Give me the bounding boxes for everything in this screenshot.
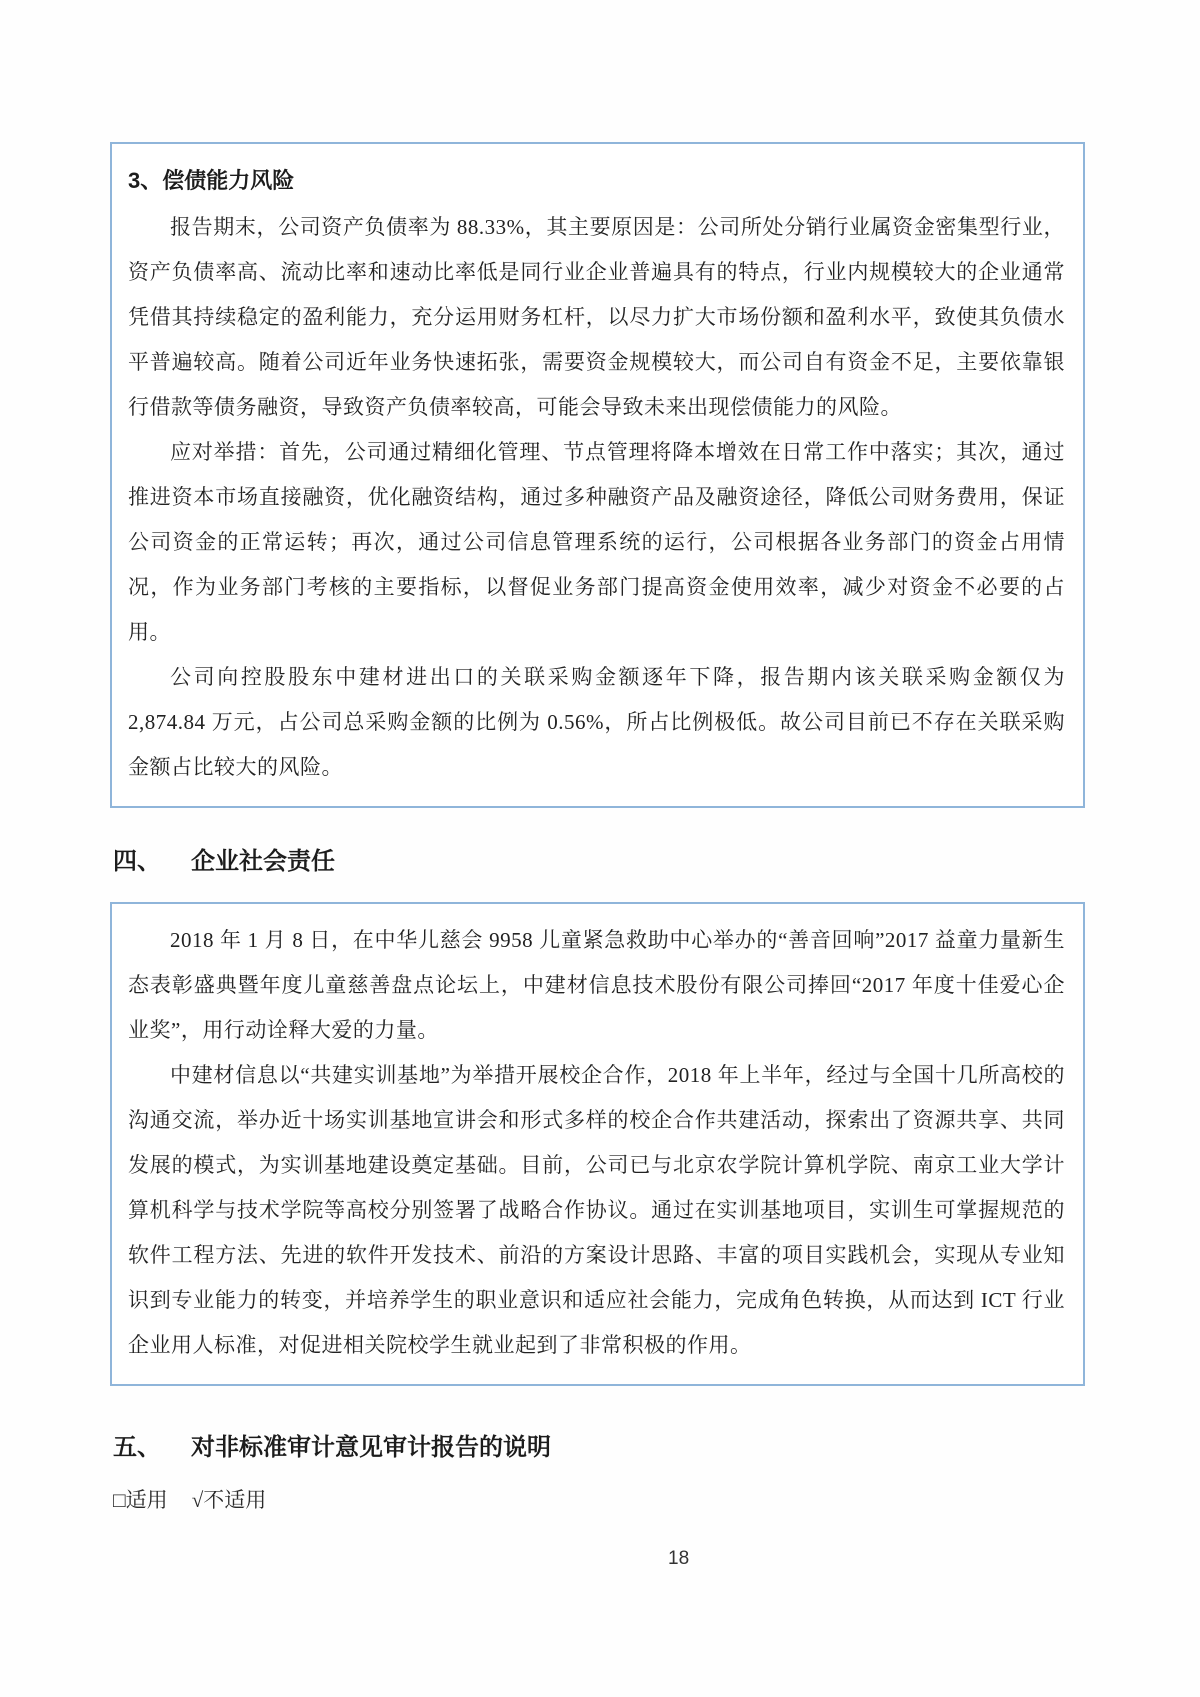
- applicability-line: [113, 1484, 1085, 1516]
- solvency-risk-paragraph-1: 报告期末，公司资产负债率为 88.33%，其主要原因是：公司所处分销行业属资金密集型行业，资产负债率高、流动比率和速动比率低是同行业企业普遍具有的特点，行业内规模较大的企业通常凭借其持续稳定的盈利能力，充分运用财务杠杆，以尽力扩大市场份额和盈利水平，致使其负债水平普遍较高。随着公司近年业务快速拓张，需要资金规模较大，而公司自有资金不足，主要依靠银行借款等债务融资，导致资产负债率较高，可能会导致未来出现偿债能力的风险。: [128, 215, 1065, 419]
- not-applicable-option-checked: √不适用: [191, 1488, 267, 1512]
- section-heading-audit-opinion: [113, 1432, 1085, 1464]
- section-number-4: 四、: [113, 848, 161, 875]
- applicable-option-unchecked: □适用: [113, 1488, 168, 1512]
- csr-content-box: [110, 902, 1085, 1386]
- csr-paragraph-2: 中建材信息以“共建实训基地”为举措开展校企合作，2018 年上半年，经过与全国十几所高校的沟通交流，举办近十场实训基地宣讲会和形式多样的校企合作共建活动，探索出了资源共享、共同发展的模式，为实训基地建设奠定基础。目前，公司已与北京农学院计算机学院、南京工业大学计算机科学与技术学院等高校分别签署了战略合作协议。通过在实训基地项目，实训生可掌握规范的软件工程方法、先进的软件开发技术、前沿的方案设计思路、丰富的项目实践机会，实现从专业知识到专业能力的转变，并培养学生的职业意识和适应社会能力，完成角色转换，从而达到 ICT 行业企业用人标准，对促进相关院校学生就业起到了非常积极的作用。: [128, 1063, 1065, 1357]
- page-number: 18: [668, 1548, 690, 1569]
- solvency-risk-paragraph-3: 公司向控股股东中建材进出口的关联采购金额逐年下降，报告期内该关联采购金额仅为 2,874.84 万元，占公司总采购金额的比例为 0.56%，所占比例极低。故公司目前已不存在关联采购金额占比较大的风险。: [128, 665, 1065, 779]
- section-title-csr: 企业社会责任: [191, 848, 335, 875]
- solvency-risk-heading: 3、偿债能力风险: [128, 168, 295, 193]
- solvency-risk-paragraph-2: 应对举措：首先，公司通过精细化管理、节点管理将降本增效在日常工作中落实；其次，通过推进资本市场直接融资，优化融资结构，通过多种融资产品及融资途径，降低公司财务费用，保证公司资金的正常运转；再次，通过公司信息管理系统的运行，公司根据各业务部门的资金占用情况，作为业务部门考核的主要指标，以督促业务部门提高资金使用效率，减少对资金不必要的占用。: [128, 440, 1065, 644]
- csr-paragraph-1: 2018 年 1 月 8 日，在中华儿慈会 9958 儿童紧急救助中心举办的“善音回响”2017 益童力量新生态表彰盛典暨年度儿童慈善盘点论坛上，中建材信息技术股份有限公司捧回“2017 年度十佳爱心企业奖”，用行动诠释大爱的力量。: [128, 928, 1065, 1042]
- solvency-risk-box: [110, 142, 1085, 808]
- section-number-5: 五、: [113, 1434, 161, 1461]
- section-title-audit-opinion: 对非标准审计意见审计报告的说明: [191, 1434, 551, 1461]
- section-heading-csr: [113, 846, 1085, 878]
